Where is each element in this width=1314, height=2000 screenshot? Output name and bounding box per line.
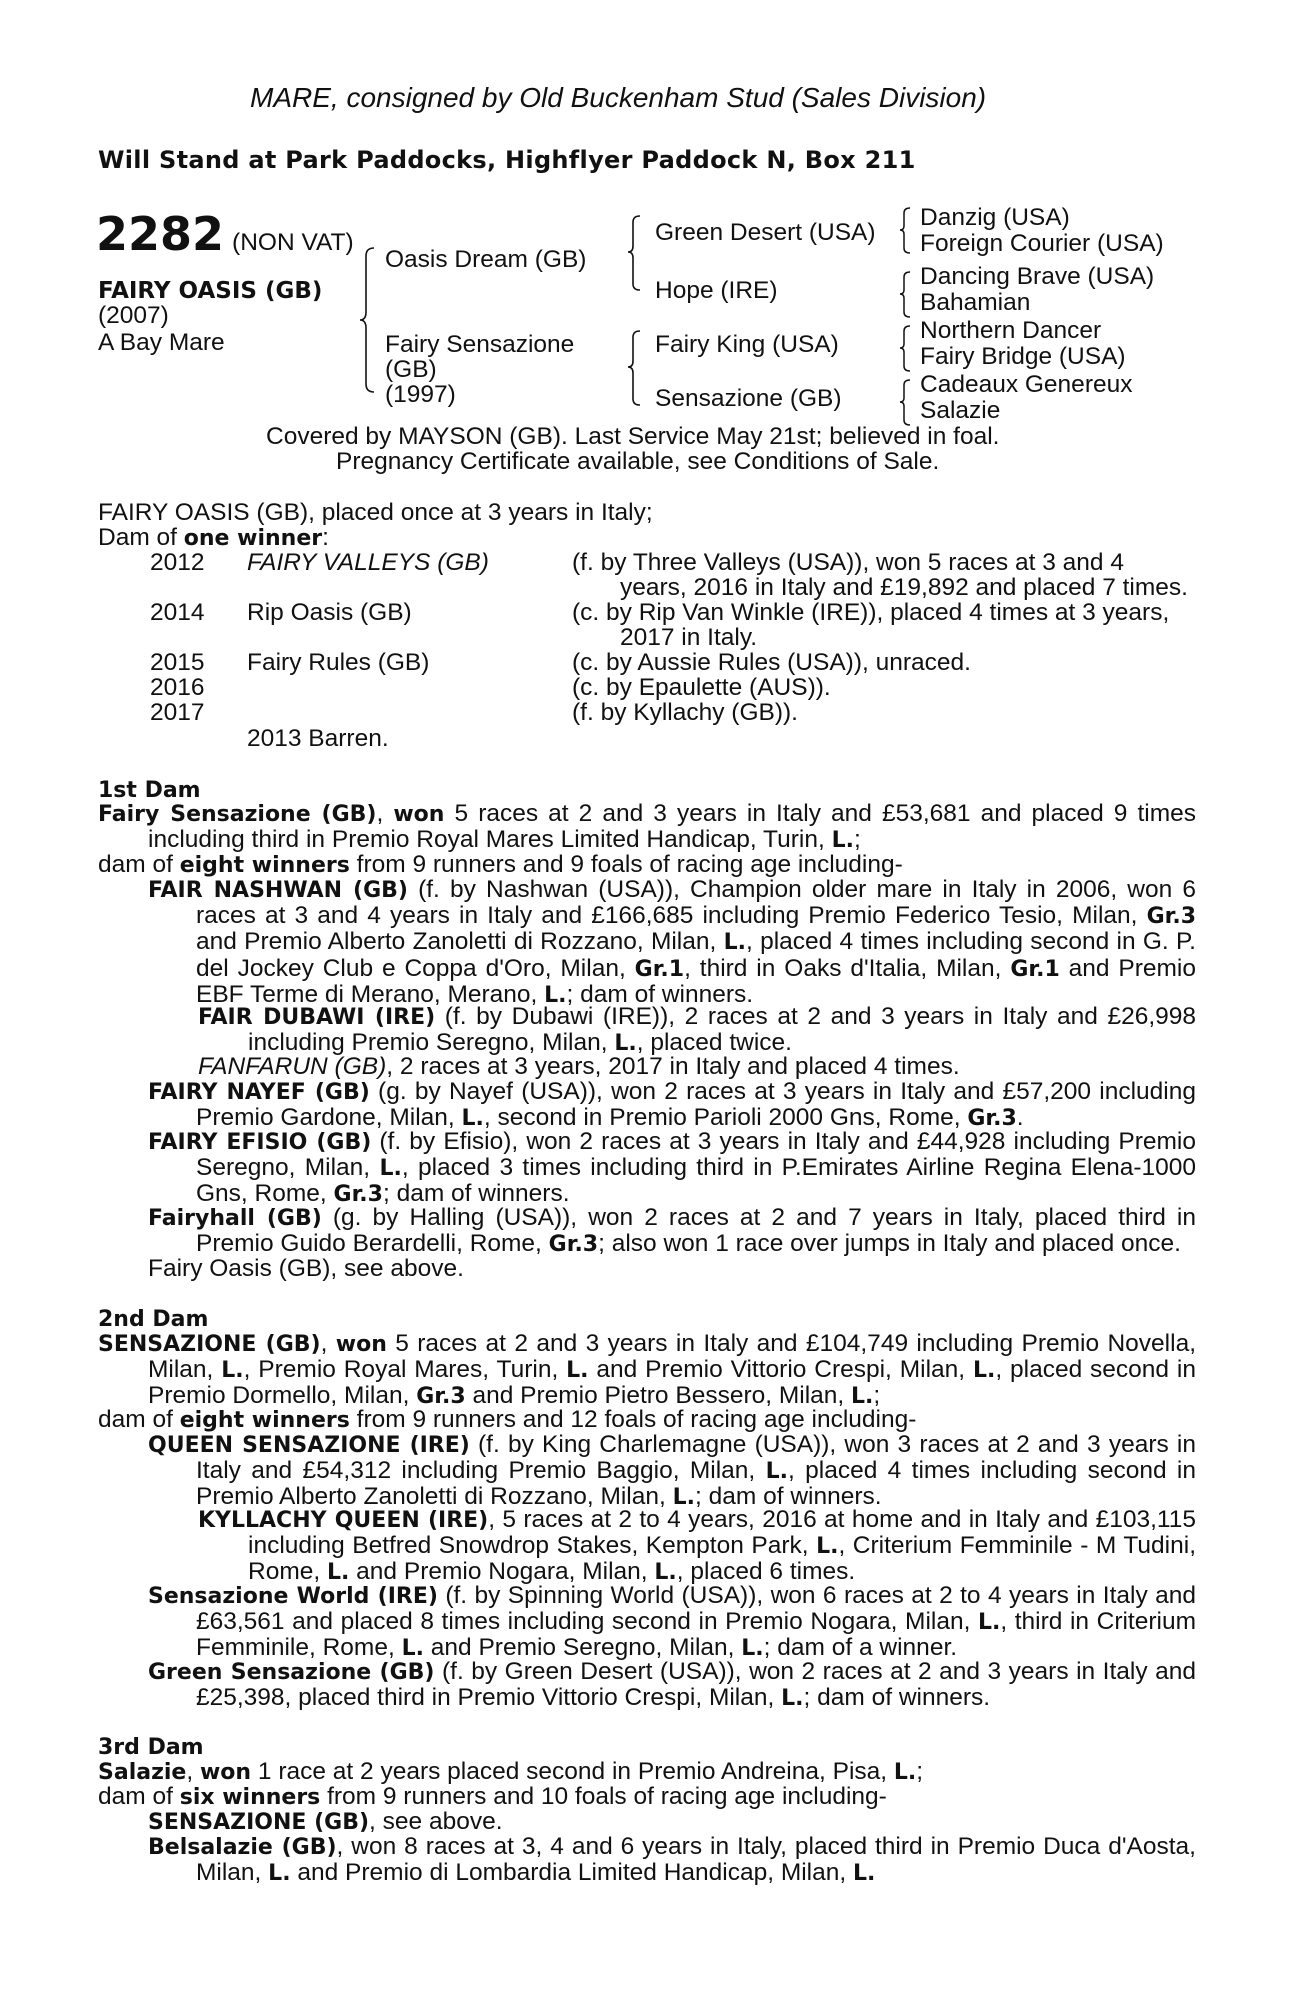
- pedigree-brace-main: [360, 246, 380, 396]
- produce-detail: (f. by Kyllachy (GB)).: [572, 699, 798, 726]
- produce-year: 2017: [150, 699, 205, 726]
- pedigree-ddd: Salazie: [920, 397, 1001, 424]
- pedigree-sds: Dancing Brave (USA): [920, 263, 1155, 290]
- pedigree-brace-ds: [900, 324, 914, 374]
- pedigree-dam-sire: Fairy King (USA): [655, 331, 839, 358]
- pedigree-sire-sire: Green Desert (USA): [655, 219, 876, 246]
- produce-detail: (c. by Epaulette (AUS)).: [572, 674, 831, 701]
- horse-name: FAIRY OASIS (GB): [98, 278, 323, 304]
- progeny-queen-sensazione: QUEEN SENSAZIONE (IRE) (f. by King Charlemagne (USA)), won 3 races at 2 and 3 years in Italy and £54,312 including Premio Baggio, Milan, L., placed 4 times including second in Premio Alberto Zanoletti di Rozzano, Milan, L.; dam of winners.: [148, 1431, 1196, 1511]
- progeny-green-sensazione: Green Sensazione (GB) (f. by Green Desert (USA)), won 2 races at 2 and 3 years in Italy and £25,398, placed third in Premio Vittorio Crespi, Milan, L.; dam of winners.: [148, 1658, 1196, 1712]
- covered-line1: Covered by MAYSON (GB). Last Service May 21st; believed in foal.: [266, 423, 1000, 450]
- produce-name: Rip Oasis (GB): [247, 599, 412, 626]
- progeny-fair-nashwan: FAIR NASHWAN (GB) (f. by Nashwan (USA)), Champion older mare in Italy in 2006, won 6 races at 3 and 4 years in Italy and £166,685 including Premio Federico Tesio, Milan, Gr.3 and Premio Alberto Zanoletti di Rozzano, Milan, L., placed 4 times including second in G. P. del Jockey Club e Coppa d'Oro, Milan, Gr.1, third in Oaks d'Italia, Milan, Gr.1 and Premio EBF Terme di Merano, Merano, L.; dam of winners.: [148, 876, 1196, 1008]
- pedigree-sss: Danzig (USA): [920, 204, 1070, 231]
- covered-line2: Pregnancy Certificate available, see Conditions of Sale.: [336, 448, 940, 475]
- barren-note: 2013 Barren.: [247, 725, 389, 752]
- dam2-summary: SENSAZIONE (GB), won 5 races at 2 and 3 years in Italy and £104,749 including Premio Novella, Milan, L., Premio Royal Mares, Turin, L. and Premio Vittorio Crespi, Milan, L., placed second in Premio Dormello, Milan, Gr.3 and Premio Pietro Bessero, Milan, L.;: [98, 1330, 1197, 1410]
- pedigree-dss: Northern Dancer: [920, 317, 1102, 344]
- consignor-header: MARE, consigned by Old Buckenham Stud (Sales Division): [250, 82, 987, 113]
- dam1-heading: 1st Dam: [98, 778, 201, 803]
- progeny-fair-dubawi: FAIR DUBAWI (IRE) (f. by Dubawi (IRE)), 2 races at 2 and 3 years in Italy and £26,998 including Premio Seregno, Milan, L., placed twice.: [198, 1003, 1197, 1057]
- dam1-dam-of: dam of eight winners from 9 runners and 9 foals of racing age including-: [98, 851, 903, 878]
- produce-year: 2012: [150, 549, 205, 576]
- pedigree-dam-line3: (1997): [385, 381, 456, 408]
- lot-number: 2282 (NON VAT): [96, 207, 354, 261]
- pedigree-dam-line2: (GB): [385, 356, 437, 383]
- pedigree-ssd: Foreign Courier (USA): [920, 230, 1164, 257]
- dam2-dam-of: dam of eight winners from 9 runners and 12 foals of racing age including-: [98, 1406, 917, 1433]
- horse-description: A Bay Mare: [98, 329, 225, 356]
- foaling-year: (2007): [98, 302, 169, 329]
- pedigree-dsd: Fairy Bridge (USA): [920, 343, 1126, 370]
- progeny-kyllachy-queen: KYLLACHY QUEEN (IRE), 5 races at 2 to 4 years, 2016 at home and in Italy and £103,115 including Betfred Snowdrop Stakes, Kempton Park, L., Criterium Femminile - M Tudini, Rome, L. and Premio Nogara, Milan, L., placed 6 times.: [198, 1506, 1196, 1586]
- pedigree-brace-ss: [900, 206, 914, 256]
- progeny-fanfarun: FANFARUN (GB), 2 races at 3 years, 2017 in Italy and placed 4 times.: [198, 1053, 960, 1080]
- progeny-fairy-oasis: Fairy Oasis (GB), see above.: [148, 1255, 464, 1282]
- dam3-heading: 3rd Dam: [98, 1735, 204, 1760]
- produce-detail: (c. by Rip Van Winkle (IRE)), placed 4 times at 3 years, 2017 in Italy.: [572, 599, 1170, 652]
- pedigree-brace-dam: [628, 329, 644, 409]
- dam3-summary: Salazie, won 1 race at 2 years placed second in Premio Andreina, Pisa, L.;: [98, 1758, 924, 1785]
- produce-name: FAIRY VALLEYS (GB): [247, 549, 489, 576]
- pedigree-brace-sire: [628, 214, 644, 294]
- pedigree-brace-sd: [900, 270, 914, 320]
- dam2-heading: 2nd Dam: [98, 1307, 209, 1332]
- progeny-belsalazie: Belsalazie (GB), won 8 races at 3, 4 and 6 years in Italy, placed third in Premio Duca d'Aosta, Milan, L. and Premio di Lombardia Limited Handicap, Milan, L.: [148, 1833, 1196, 1887]
- pedigree-brace-dd: [900, 378, 914, 428]
- pedigree-sire: Oasis Dream (GB): [385, 246, 587, 273]
- pedigree-dam-dam: Sensazione (GB): [655, 385, 842, 412]
- produce-detail: (f. by Three Valleys (USA)), won 5 races at 3 and 4 years, 2016 in Italy and £19,892 and placed 7 times.: [572, 549, 1188, 602]
- produce-detail: (c. by Aussie Rules (USA)), unraced.: [572, 649, 971, 676]
- pedigree-dds: Cadeaux Genereux: [920, 371, 1133, 398]
- produce-year: 2014: [150, 599, 205, 626]
- progeny-sensazione: SENSAZIONE (GB), see above.: [148, 1808, 503, 1835]
- progeny-fairy-efisio: FAIRY EFISIO (GB) (f. by Efisio), won 2 races at 3 years in Italy and £44,928 including Premio Seregno, Milan, L., placed 3 times including third in P.Emirates Airline Regina Elena-1000 Gns, Rome, Gr.3; dam of winners.: [148, 1128, 1196, 1208]
- stand-location: Will Stand at Park Paddocks, Highflyer Paddock N, Box 211: [98, 146, 916, 174]
- pedigree-sire-dam: Hope (IRE): [655, 277, 778, 304]
- pedigree-sdd: Bahamian: [920, 289, 1031, 316]
- produce-year: 2015: [150, 649, 205, 676]
- dam-of-line: Dam of one winner:: [98, 524, 329, 551]
- progeny-sensazione-world: Sensazione World (IRE) (f. by Spinning World (USA)), won 6 races at 2 to 4 years in Italy and £63,561 and placed 8 times including second in Premio Nogara, Milan, L., third in Criterium Femminile, Rome, L. and Premio Seregno, Milan, L.; dam of a winner.: [148, 1582, 1197, 1662]
- produce-year: 2016: [150, 674, 205, 701]
- progeny-fairyhall: Fairyhall (GB) (g. by Halling (USA)), won 2 races at 2 and 7 years in Italy, placed third in Premio Guido Berardelli, Rome, Gr.3; also won 1 race over jumps in Italy and placed once.: [148, 1204, 1196, 1258]
- progeny-fairy-nayef: FAIRY NAYEF (GB) (g. by Nayef (USA)), won 2 races at 3 years in Italy and £57,200 including Premio Gardone, Milan, L., second in Premio Parioli 2000 Gns, Rome, Gr.3.: [148, 1078, 1196, 1132]
- dam3-dam-of: dam of six winners from 9 runners and 10 foals of racing age including-: [98, 1783, 887, 1810]
- produce-name: Fairy Rules (GB): [247, 649, 430, 676]
- produce-intro: FAIRY OASIS (GB), placed once at 3 years in Italy;: [98, 499, 653, 526]
- dam1-summary: Fairy Sensazione (GB), won 5 races at 2 and 3 years in Italy and £53,681 and placed 9 times including third in Premio Royal Mares Limited Handicap, Turin, L.;: [98, 800, 1196, 854]
- pedigree-dam-line1: Fairy Sensazione: [385, 331, 575, 358]
